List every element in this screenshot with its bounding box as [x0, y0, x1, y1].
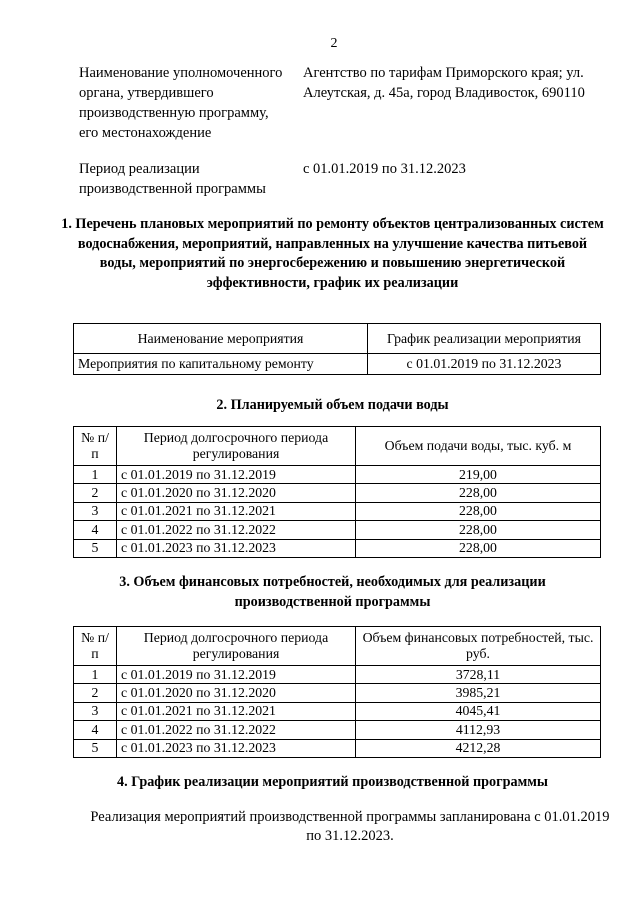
column-header: Период долгосрочного периода регулирования	[117, 427, 356, 466]
table-cell: 228,00	[356, 539, 601, 557]
column-header: Период долгосрочного периода регулирования	[117, 627, 356, 666]
table-cell: с 01.01.2019 по 31.12.2019	[117, 466, 356, 484]
table-cell: с 01.01.2019 по 31.12.2023	[368, 354, 601, 375]
column-header: № п/п	[74, 427, 117, 466]
table-cell: 1	[74, 666, 117, 684]
table-cell: 3	[74, 702, 117, 720]
table-row	[74, 354, 601, 375]
period-label: Период реализации производственной программы	[79, 161, 266, 197]
table-cell: 4112,93	[356, 721, 601, 739]
period-value: с 01.01.2019 по 31.12.2023	[303, 161, 466, 177]
section2-title: 2. Планируемый объем подачи воды	[216, 397, 449, 413]
table-cell: с 01.01.2020 по 31.12.2020	[117, 484, 356, 502]
column-header: Объем подачи воды, тыс. куб. м	[356, 427, 601, 466]
table-cell: 3728,11	[356, 666, 601, 684]
section4-text: Реализация мероприятий производственной программы запланирована с 01.01.2019 по 31.12.2023.	[90, 809, 610, 844]
table-cell: 228,00	[356, 484, 601, 502]
table-cell: с 01.01.2021 по 31.12.2021	[117, 502, 356, 520]
org-label: Наименование уполномоченного органа, утвердившего производственную программу, его местонахождение	[79, 65, 283, 141]
table-cell: 5	[74, 739, 117, 757]
table-row	[74, 684, 601, 702]
table-cell: с 01.01.2019 по 31.12.2019	[117, 666, 356, 684]
section1-title: 1. Перечень плановых мероприятий по ремонту объектов централизованных систем водоснабжения, мероприятий, направленных на улучшение качества питьевой воды, мероприятий по энергосбережению и повышению энергетической эффективности, график их реализации	[61, 216, 604, 291]
table-row	[74, 466, 601, 484]
column-header: Объем финансовых потребностей, тыс. руб.	[356, 627, 601, 666]
table-header-row	[74, 427, 601, 466]
table-row	[74, 484, 601, 502]
table-cell: 219,00	[356, 466, 601, 484]
table-cell: с 01.01.2020 по 31.12.2020	[117, 684, 356, 702]
table-row	[74, 502, 601, 520]
column-header: График реализации мероприятия	[368, 324, 601, 354]
table-row	[74, 521, 601, 539]
table-cell: 2	[74, 484, 117, 502]
table-cell: 228,00	[356, 521, 601, 539]
table-row	[74, 721, 601, 739]
table-cell: с 01.01.2023 по 31.12.2023	[117, 739, 356, 757]
table-cell: с 01.01.2022 по 31.12.2022	[117, 721, 356, 739]
table-cell: 4045,41	[356, 702, 601, 720]
table-row	[74, 739, 601, 757]
table-header-row	[74, 627, 601, 666]
table-row	[74, 702, 601, 720]
water-volume-table	[73, 426, 601, 558]
section4-title: 4. График реализации мероприятий производственной программы	[117, 774, 548, 790]
table-cell: 4	[74, 521, 117, 539]
table-cell: 4212,28	[356, 739, 601, 757]
table-cell: 3985,21	[356, 684, 601, 702]
section3-title: 3. Объем финансовых потребностей, необходимых для реализации производственной программы	[119, 574, 546, 610]
table-cell: с 01.01.2023 по 31.12.2023	[117, 539, 356, 557]
org-value: Агентство по тарифам Приморского края; ул. Алеутская, д. 45а, город Владивосток, 690110	[303, 65, 585, 101]
table-cell: 1	[74, 466, 117, 484]
table-cell: с 01.01.2021 по 31.12.2021	[117, 702, 356, 720]
financial-needs-table	[73, 626, 601, 758]
column-header: № п/п	[74, 627, 117, 666]
table-header-row	[74, 324, 601, 354]
table-cell: с 01.01.2022 по 31.12.2022	[117, 521, 356, 539]
table-row	[74, 666, 601, 684]
page-number: 2	[330, 36, 338, 51]
table-cell: 3	[74, 502, 117, 520]
table-row	[74, 539, 601, 557]
table-cell: 228,00	[356, 502, 601, 520]
table-cell: 4	[74, 721, 117, 739]
table-cell: Мероприятия по капитальному ремонту	[74, 354, 368, 375]
table-cell: 2	[74, 684, 117, 702]
table-cell: 5	[74, 539, 117, 557]
column-header: Наименование мероприятия	[74, 324, 368, 354]
measures-table	[73, 323, 601, 375]
